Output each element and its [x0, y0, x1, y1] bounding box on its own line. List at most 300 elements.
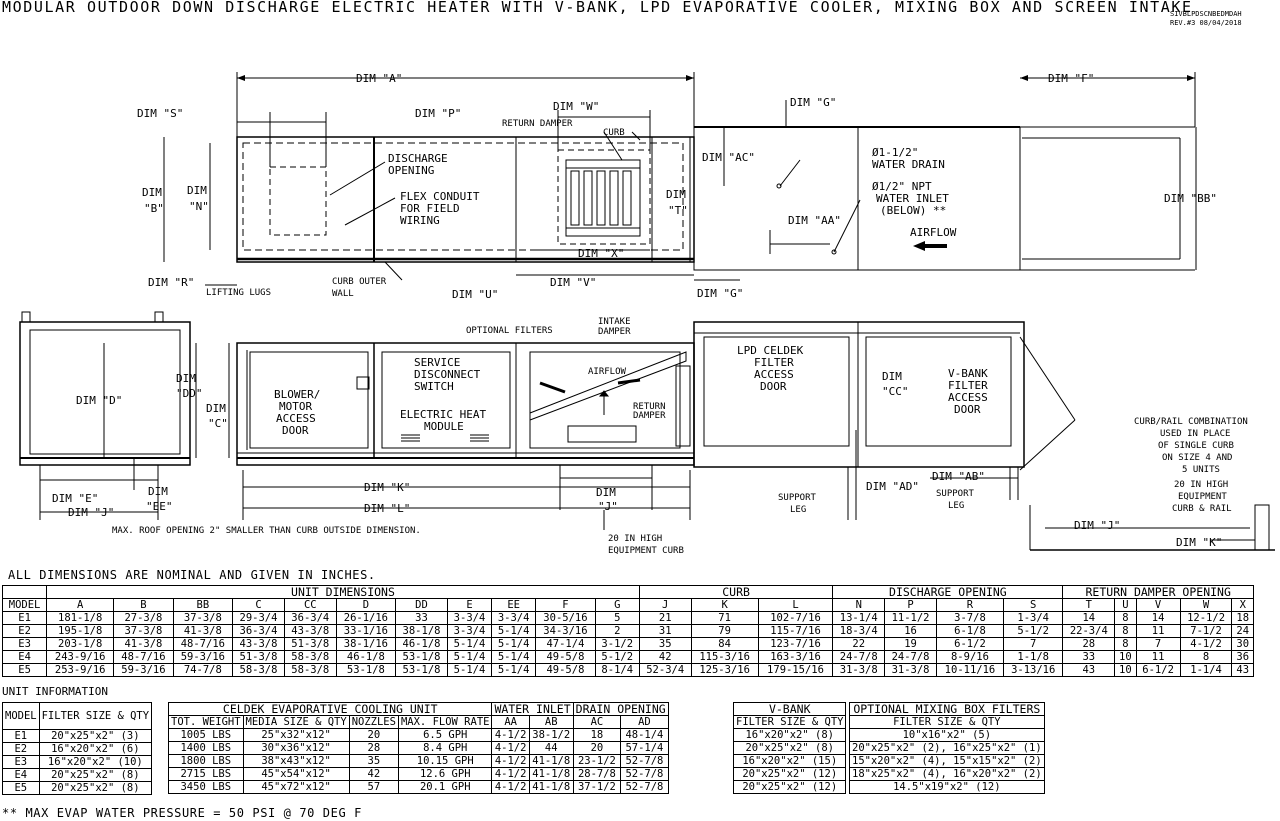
table-cell: 11 [1136, 625, 1180, 638]
dim-col-header: L [758, 599, 833, 612]
table-row [850, 729, 1045, 742]
table-cell: 3450 LBS [169, 781, 244, 794]
group-drain-opening: DRAIN OPENING [573, 703, 668, 716]
table-cell: E3 [3, 638, 47, 651]
dim-col-header: B [114, 599, 173, 612]
table-cell: 33 [1063, 651, 1115, 664]
celdek-col-header: MAX. FLOW RATE [398, 716, 492, 729]
table-cell: 52-7/8 [621, 755, 669, 768]
table-cell: 41-1/8 [529, 755, 573, 768]
flex-conduit-line1: FLEX CONDUIT [400, 190, 480, 203]
table-cell: 5 [595, 612, 639, 625]
drawing-code: SIVBLPDSCNBEDMDAH [1170, 10, 1242, 18]
curb-rail-line3: OF SINGLE CURB [1158, 441, 1234, 451]
dim-col-header: EE [492, 599, 536, 612]
table-cell: 43-3/8 [233, 638, 285, 651]
table-cell: 24 [1232, 625, 1254, 638]
table-cell: 179-15/16 [758, 664, 833, 677]
dim-col-header: S [1003, 599, 1062, 612]
table-row [734, 768, 846, 781]
table-cell: 1400 LBS [169, 742, 244, 755]
return-damper-side-line1: RETURN [633, 402, 666, 412]
mixbox-title: OPTIONAL MIXING BOX FILTERS [850, 703, 1045, 716]
table-cell: 20"x25"x2" (2), 16"x25"x2" (1) [850, 742, 1045, 755]
dim-v-label: DIM "V" [550, 276, 597, 289]
top-view-labels [137, 72, 1217, 301]
drawing-lines [20, 72, 1275, 550]
curb-rail-equip-line2: EQUIPMENT [1178, 492, 1227, 502]
table-cell: 3-7/8 [936, 612, 1003, 625]
dim-col-header: G [595, 599, 639, 612]
table-cell: 29-3/4 [233, 612, 285, 625]
table-cell: 38"x43"x12" [243, 755, 349, 768]
table-cell: 48-7/16 [114, 651, 173, 664]
table-cell: 79 [691, 625, 758, 638]
table-cell: 58-3/8 [284, 651, 336, 664]
optional-filters-label: OPTIONAL FILTERS [466, 326, 553, 336]
dim-col-header: E [447, 599, 491, 612]
table-cell: 33-1/16 [336, 625, 395, 638]
celdek-col-header: NOZZLES [349, 716, 398, 729]
table-cell: E5 [3, 664, 47, 677]
table-row [3, 625, 1254, 638]
unit-information-label: UNIT INFORMATION [2, 685, 108, 698]
table-cell: 48-1/4 [621, 729, 669, 742]
table-cell: 36-3/4 [284, 612, 336, 625]
dim-aa-label: DIM "AA" [788, 214, 841, 227]
table-cell: 28 [349, 742, 398, 755]
return-damper-label: RETURN DAMPER [502, 119, 573, 129]
table-cell: 20"x25"x2" (12) [734, 768, 846, 781]
support-leg2-line2: LEG [948, 501, 965, 511]
dim-b-line2: "B" [144, 202, 164, 215]
table-cell: 20"x25"x2" (8) [734, 742, 846, 755]
table-cell: 115-7/16 [758, 625, 833, 638]
celdek-col-header: AB [529, 716, 573, 729]
table-cell: 1-1/4 [1180, 664, 1232, 677]
table-cell: 42 [639, 651, 691, 664]
table-cell: 5-1/2 [1003, 625, 1062, 638]
table-cell: E1 [3, 730, 40, 743]
dim-col-header: A [47, 599, 114, 612]
drawing-title: MODULAR OUTDOOR DOWN DISCHARGE ELECTRIC HEATER WITH V-BANK, LPD EVAPORATIVE COOLER, MIXING BOX AND SCREEN INTAKE [2, 0, 1193, 16]
dim-t-line1: DIM [666, 188, 686, 201]
table-cell: E4 [3, 651, 47, 664]
table-row [3, 769, 152, 782]
table-cell: 11 [1136, 651, 1180, 664]
table-cell: E2 [3, 743, 40, 756]
discharge-opening-line2: OPENING [388, 164, 435, 177]
table-cell: 31-3/8 [885, 664, 937, 677]
discharge-opening-line1: DISCHARGE [388, 152, 448, 165]
dim-col-header: T [1063, 599, 1115, 612]
dim-col-header: U [1115, 599, 1136, 612]
table-cell: 7-1/2 [1180, 625, 1232, 638]
vbank-col-filter: FILTER SIZE & QTY [734, 716, 846, 729]
table-cell: 45"x72"x12" [243, 781, 349, 794]
table-cell: 2715 LBS [169, 768, 244, 781]
table-cell: 6-1/8 [936, 625, 1003, 638]
table-cell: E3 [3, 756, 40, 769]
table-row [850, 768, 1045, 781]
table-cell: 10 [1115, 664, 1136, 677]
water-drain-line1: Ø1-1/2" [872, 146, 919, 159]
celdek-table-body [169, 729, 669, 794]
table-cell: 5-1/2 [595, 651, 639, 664]
table-cell: 57-1/4 [621, 742, 669, 755]
table-row [3, 664, 1254, 677]
dim-dd-line1: DIM [176, 372, 196, 385]
table-cell: 125-3/16 [691, 664, 758, 677]
airflow-side-label: AIRFLOW [588, 367, 626, 377]
table-cell: 35 [639, 638, 691, 651]
table-cell: 7 [1136, 638, 1180, 651]
dim-cc-line1: DIM [882, 370, 902, 383]
dim-j-rail-label: DIM "J" [1074, 519, 1121, 532]
dim-col-header: C [233, 599, 285, 612]
dim-w-label: DIM "W" [553, 100, 600, 113]
table-cell: 13-1/4 [833, 612, 885, 625]
table-cell: 41-3/8 [114, 638, 173, 651]
table-row [169, 729, 669, 742]
table-cell: 5-1/4 [447, 664, 491, 677]
table-cell: 10.15 GPH [398, 755, 492, 768]
table-cell: 12.6 GPH [398, 768, 492, 781]
table-cell: 51-3/8 [284, 638, 336, 651]
equipment-curb-line2: EQUIPMENT CURB [608, 546, 684, 556]
table-cell: 18 [1232, 612, 1254, 625]
table-row [169, 781, 669, 794]
curb-rail-line4: ON SIZE 4 AND [1162, 453, 1233, 463]
table-cell: 58-3/8 [284, 664, 336, 677]
vbank-title: V-BANK [734, 703, 846, 716]
table-cell: 51-3/8 [233, 651, 285, 664]
table-cell: 1-3/4 [1003, 612, 1062, 625]
table-cell: 1005 LBS [169, 729, 244, 742]
vbank-door-line4: DOOR [954, 403, 981, 416]
table-cell: 36 [1232, 651, 1254, 664]
table-cell: 48-7/16 [173, 638, 232, 651]
dim-a-label: DIM "A" [356, 72, 403, 85]
water-inlet-line3: (BELOW) ** [880, 204, 947, 217]
table-cell: 21 [639, 612, 691, 625]
blower-door-line1: BLOWER/ [274, 388, 321, 401]
table-cell: 20"x25"x2" (12) [734, 781, 846, 794]
table-row [734, 755, 846, 768]
vbank-table-title-row [734, 703, 846, 716]
table-cell: E2 [3, 625, 47, 638]
table-cell: 195-1/8 [47, 625, 114, 638]
table-cell: 37-1/2 [573, 781, 621, 794]
airflow-top-label: AIRFLOW [910, 226, 957, 239]
table-cell: 5-1/4 [492, 651, 536, 664]
curb-label: CURB [603, 128, 625, 138]
table-cell: 52-7/8 [621, 781, 669, 794]
table-cell: 3-3/4 [447, 612, 491, 625]
celdek-table-group-row [169, 703, 669, 716]
table-cell: 20 [573, 742, 621, 755]
curb-rail-line2: USED IN PLACE [1160, 429, 1231, 439]
dim-col-header: W [1180, 599, 1232, 612]
table-cell: 41-1/8 [529, 781, 573, 794]
table-cell: 5-1/4 [492, 625, 536, 638]
table-cell: 102-7/16 [758, 612, 833, 625]
side-view-labels [52, 317, 1248, 556]
table-cell: 84 [691, 638, 758, 651]
table-cell: 58-3/8 [233, 664, 285, 677]
table-cell: 43 [1063, 664, 1115, 677]
dim-col-header: F [536, 599, 595, 612]
vbank-table-header [734, 716, 846, 729]
table-cell: 30"x36"x12" [243, 742, 349, 755]
table-cell: 8 [1115, 625, 1136, 638]
table-cell: 57 [349, 781, 398, 794]
table-cell: 43-3/8 [284, 625, 336, 638]
table-cell: 18 [573, 729, 621, 742]
lpd-door-line2: FILTER [754, 356, 794, 369]
table-cell: 49-5/8 [536, 664, 595, 677]
table-row [734, 729, 846, 742]
service-switch-line1: SERVICE [414, 356, 461, 369]
table-cell: 23-1/2 [573, 755, 621, 768]
table-cell: 31-3/8 [833, 664, 885, 677]
table-row [3, 651, 1254, 664]
table-row [169, 742, 669, 755]
table-cell: 38-1/16 [336, 638, 395, 651]
mixbox-table-body [850, 729, 1045, 794]
service-switch-line2: DISCONNECT [414, 368, 481, 381]
table-cell: 123-7/16 [758, 638, 833, 651]
dim-t-line2: "T" [668, 204, 688, 217]
table-row [3, 730, 152, 743]
table-cell: 10"x16"x2" (5) [850, 729, 1045, 742]
dim-col-header: DD [396, 599, 448, 612]
dim-u-label: DIM "U" [452, 288, 499, 301]
return-damper-grille [566, 160, 640, 236]
filter-table-body [3, 730, 152, 795]
table-cell: 14.5"x19"x2" (12) [850, 781, 1045, 794]
table-cell: 11-1/2 [885, 612, 937, 625]
blower-door-line2: MOTOR [279, 400, 313, 413]
table-cell: 45"x54"x12" [243, 768, 349, 781]
table-cell: 18"x25"x2" (4), 16"x20"x2" (2) [850, 768, 1045, 781]
celdek-table [168, 702, 669, 794]
group-unit-dimensions: UNIT DIMENSIONS [47, 586, 640, 599]
dim-k-rail-label: DIM "K" [1176, 536, 1223, 549]
table-cell: 20"x25"x2" (3) [39, 730, 151, 743]
vbank-table [733, 702, 846, 794]
intake-damper-line1: INTAKE [598, 317, 631, 327]
filter-table-header [3, 703, 152, 730]
dim-ac-label: DIM "AC" [702, 151, 755, 164]
table-row [734, 742, 846, 755]
dim-j-mid-line1: DIM [596, 486, 616, 499]
table-cell: 16"x20"x2" (6) [39, 743, 151, 756]
dim-col-header: J [639, 599, 691, 612]
table-cell: 16"x20"x2" (15) [734, 755, 846, 768]
dim-d-label: DIM "D" [76, 394, 123, 407]
table-cell: 28 [1063, 638, 1115, 651]
table-cell: 31 [639, 625, 691, 638]
table-cell: 3-3/4 [447, 625, 491, 638]
table-cell: 43 [1232, 664, 1254, 677]
table-cell: 37-3/8 [173, 612, 232, 625]
table-cell: 38-1/2 [529, 729, 573, 742]
service-switch-line3: SWITCH [414, 380, 454, 393]
table-row [3, 782, 152, 795]
table-cell: 5-1/4 [492, 638, 536, 651]
table-cell: 33 [396, 612, 448, 625]
dim-col-header: D [336, 599, 395, 612]
table-cell: 4-1/2 [492, 768, 529, 781]
table-cell: 16"x20"x2" (10) [39, 756, 151, 769]
table-cell: 41-1/8 [529, 768, 573, 781]
table-cell: 8 [1115, 612, 1136, 625]
table-cell: 8 [1180, 651, 1232, 664]
table-cell: 4-1/2 [492, 742, 529, 755]
table-cell: 41-3/8 [173, 625, 232, 638]
group-return-damper-opening: RETURN DAMPER OPENING [1063, 586, 1254, 599]
table-cell: 5-1/4 [447, 651, 491, 664]
table-row [169, 768, 669, 781]
dim-f-label: DIM "F" [1048, 72, 1095, 85]
table-cell: 46-1/8 [396, 638, 448, 651]
table-row [3, 612, 1254, 625]
celdek-col-header: AC [573, 716, 621, 729]
mixbox-table-header [850, 716, 1045, 729]
table-cell: 8 [1115, 638, 1136, 651]
table-cell: 12-1/2 [1180, 612, 1232, 625]
dim-col-header: K [691, 599, 758, 612]
dim-col-header: BB [173, 599, 232, 612]
table-cell: 8.4 GPH [398, 742, 492, 755]
table-cell: 74-7/8 [173, 664, 232, 677]
table-cell: 10-11/16 [936, 664, 1003, 677]
table-cell: 42 [349, 768, 398, 781]
table-cell: 36-3/4 [233, 625, 285, 638]
table-cell: 15"x20"x2" (4), 15"x15"x2" (2) [850, 755, 1045, 768]
vbank-door-line3: ACCESS [948, 391, 988, 404]
table-row [169, 755, 669, 768]
dim-r-label: DIM "R" [148, 276, 195, 289]
table-cell: 26-1/16 [336, 612, 395, 625]
table-cell: 59-3/16 [173, 651, 232, 664]
blower-door-line4: DOOR [282, 424, 309, 437]
dimension-table-body [3, 612, 1254, 677]
table-cell: 28-7/8 [573, 768, 621, 781]
table-row [3, 743, 152, 756]
dim-b-line1: DIM [142, 186, 162, 199]
table-cell: 35 [349, 755, 398, 768]
table-cell: E4 [3, 769, 40, 782]
table-cell: 20"x25"x2" (8) [39, 782, 151, 795]
dim-ee-line1: DIM [148, 485, 168, 498]
table-cell: 4-1/2 [492, 755, 529, 768]
dimension-table-group-row [3, 586, 1254, 599]
table-cell: 38-1/8 [396, 625, 448, 638]
dim-s-label: DIM "S" [137, 107, 184, 120]
water-inlet-line2: WATER INLET [876, 192, 949, 205]
vbank-door-line1: V-BANK [948, 367, 988, 380]
table-cell: 14 [1063, 612, 1115, 625]
dim-col-header: V [1136, 599, 1180, 612]
table-cell: 46-1/8 [336, 651, 395, 664]
table-cell: 16"x20"x2" (8) [734, 729, 846, 742]
table-cell: E5 [3, 782, 40, 795]
flex-conduit-line2: FOR FIELD [400, 202, 460, 215]
dim-p-label: DIM "P" [415, 107, 462, 120]
water-drain-line2: WATER DRAIN [872, 158, 945, 171]
table-cell: 30 [1232, 638, 1254, 651]
curb-rail-line5: 5 UNITS [1182, 465, 1220, 475]
dim-ad-label: DIM "AD" [866, 480, 919, 493]
support-leg2-line1: SUPPORT [936, 489, 974, 499]
table-cell: 44 [529, 742, 573, 755]
electric-heat-line2: MODULE [424, 420, 464, 433]
dim-cc-line2: "CC" [882, 385, 909, 398]
table-cell: 59-3/16 [114, 664, 173, 677]
table-row [850, 742, 1045, 755]
celdek-col-header: MEDIA SIZE & QTY [243, 716, 349, 729]
mixbox-table-title-row [850, 703, 1045, 716]
equipment-curb-line1: 20 IN HIGH [608, 534, 663, 544]
group-discharge-opening: DISCHARGE OPENING [833, 586, 1063, 599]
table-cell: 71 [691, 612, 758, 625]
dim-n-line1: DIM [187, 184, 207, 197]
lpd-door-line3: ACCESS [754, 368, 794, 381]
table-cell: 16 [885, 625, 937, 638]
curb-rail-equip-line3: CURB & RAIL [1172, 504, 1232, 514]
dim-col-header: N [833, 599, 885, 612]
lpd-door-line1: LPD CELDEK [737, 344, 804, 357]
dimension-table [2, 585, 1254, 677]
dim-col-header: X [1232, 599, 1254, 612]
support-leg-line2: LEG [790, 505, 807, 515]
celdek-col-header: AA [492, 716, 529, 729]
dim-j-mid-line2: "J" [598, 500, 618, 513]
curb-rail-equip-line1: 20 IN HIGH [1174, 480, 1229, 490]
mixing-box-table [849, 702, 1045, 794]
curb-rail-line1: CURB/RAIL COMBINATION [1134, 417, 1248, 427]
dim-l-label: DIM "L" [364, 502, 411, 515]
table-cell: 30-5/16 [536, 612, 595, 625]
filter-col-size: FILTER SIZE & QTY [39, 703, 151, 730]
table-cell: 22-3/4 [1063, 625, 1115, 638]
dim-c-line2: "C" [208, 417, 228, 430]
dim-g2-label: DIM "G" [697, 287, 744, 300]
table-cell: 3-3/4 [492, 612, 536, 625]
table-cell: 18-3/4 [833, 625, 885, 638]
dim-x-label: DIM "X" [578, 247, 625, 260]
table-cell: 20.1 GPH [398, 781, 492, 794]
dim-g-label: DIM "G" [790, 96, 837, 109]
table-cell: 47-1/4 [536, 638, 595, 651]
celdek-col-header: AD [621, 716, 669, 729]
table-row [850, 755, 1045, 768]
lifting-lugs-label: LIFTING LUGS [206, 288, 272, 298]
group-celdek: CELDEK EVAPORATIVE COOLING UNIT [169, 703, 492, 716]
table-cell: 20 [349, 729, 398, 742]
table-cell: 4-1/2 [1180, 638, 1232, 651]
vbank-table-body [734, 729, 846, 794]
lpd-door-line4: DOOR [760, 380, 787, 393]
table-cell: 3-1/2 [595, 638, 639, 651]
curb-outer-wall-line1: CURB OUTER [332, 277, 387, 287]
blower-door-line3: ACCESS [276, 412, 316, 425]
table-cell: 2 [595, 625, 639, 638]
table-row [3, 756, 152, 769]
celdek-col-header: TOT. WEIGHT [169, 716, 244, 729]
